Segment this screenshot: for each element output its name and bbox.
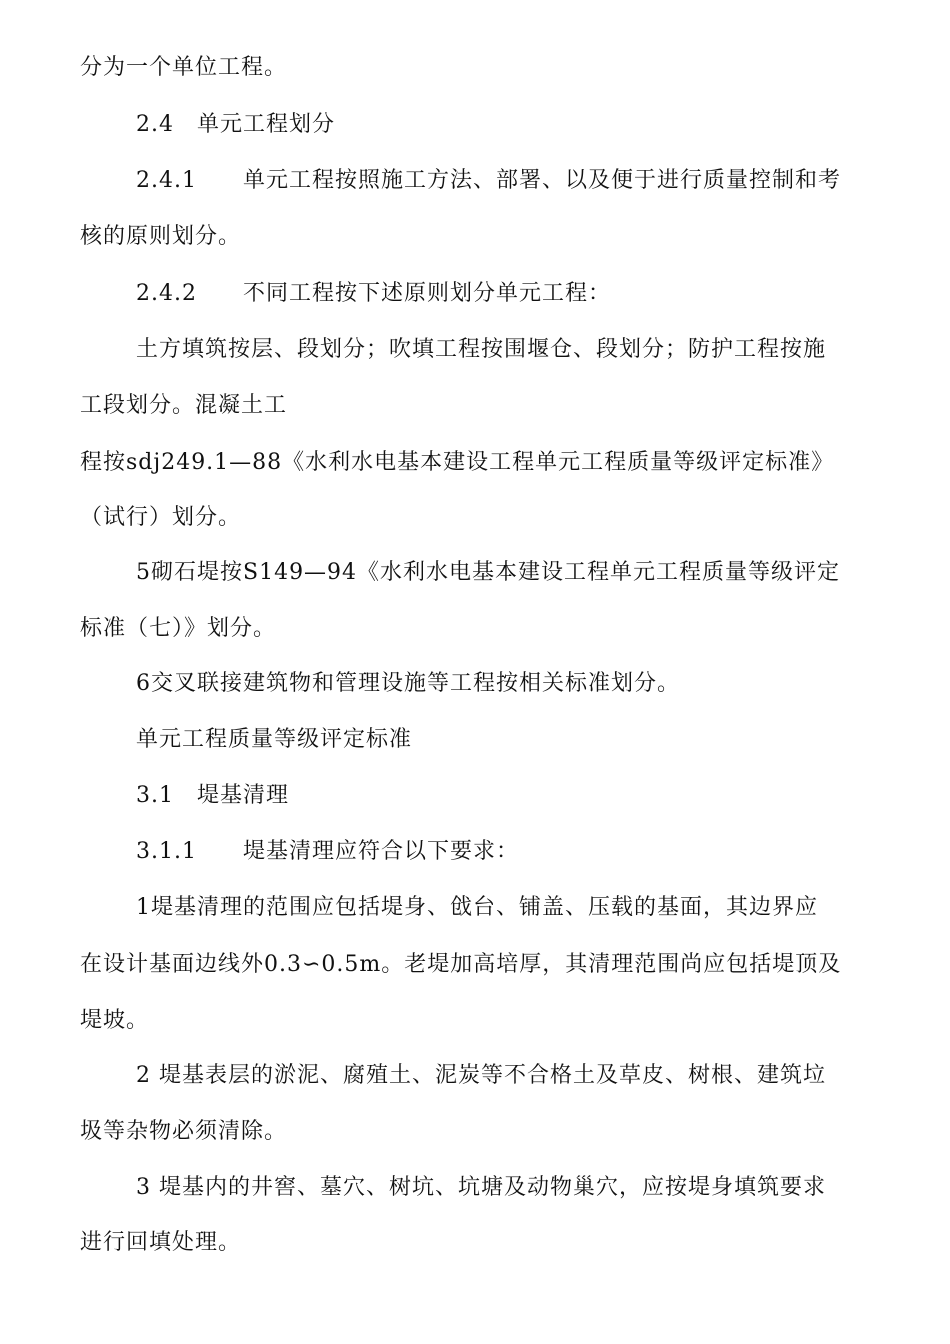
section-heading: 2.4 单元工程划分 [136,112,335,137]
text-line: 堤坡。 [80,1008,150,1033]
text-line: 核的原则划分。 [80,224,242,249]
text-line: 圾等杂物必须清除。 [80,1119,288,1144]
text-line: 标准（七）》划分。 [80,616,277,641]
text-line: 土方填筑按层、段划分；吹填工程按围堰仓、段划分；防护工程按施 [136,337,827,362]
text-line: 3 堤基内的井窖、墓穴、树坑、坑塘及动物巢穴，应按堤身填筑要求 [136,1175,826,1200]
text-line: 进行回填处理。 [80,1230,242,1255]
text-line: 2 堤基表层的淤泥、腐殖土、泥炭等不合格土及草皮、树根、建筑垃 [136,1063,826,1088]
text-line: 工段划分。混凝土工 [80,393,288,418]
text-line: 6交叉联接建筑物和管理设施等工程按相关标准划分。 [136,671,680,696]
text-line: 2.4.1 单元工程按照施工方法、部署、以及便于进行质量控制和考 [136,168,841,193]
text-line: 在设计基面边线外0.3∽0.5m。老堤加高培厚，其清理范围尚应包括堤顶及 [80,952,842,977]
text-line: 3.1.1 堤基清理应符合以下要求： [136,839,519,864]
text-line: 分为一个单位工程。 [80,55,288,80]
text-line: 1堤基清理的范围应包括堤身、戗台、铺盖、压载的基面，其边界应 [136,895,818,920]
text-line: （试行）划分。 [80,505,242,530]
text-line: 5砌石堤按S149—94《水利水电基本建设工程单元工程质量等级评定 [136,560,841,585]
section-heading: 3.1 堤基清理 [136,783,289,808]
text-line: 2.4.2 不同工程按下述原则划分单元工程： [136,281,611,306]
section-heading: 单元工程质量等级评定标准 [136,727,413,752]
text-line: 程按sdj249.1—88《水利水电基本建设工程单元工程质量等级评定标准》 [80,450,835,475]
